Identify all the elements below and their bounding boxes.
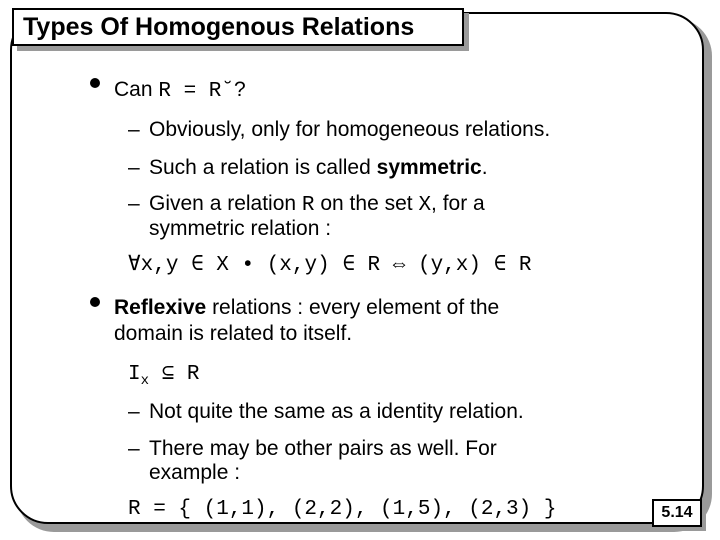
text: Such a relation is called [149, 156, 377, 179]
sub-point-given-relation-line2: symmetric relation : [149, 217, 332, 240]
sub-point-given-relation [149, 192, 485, 218]
reflexive-formula [128, 363, 199, 393]
text: . [481, 156, 488, 179]
sub-point-homogeneous: Obviously, only for homogeneous relations. [149, 118, 551, 141]
dash-marker: – [128, 118, 140, 141]
dash-marker: – [128, 192, 140, 215]
slide-title: Types Of Homogenous Relations [12, 8, 464, 46]
identity-symbol: I [128, 363, 141, 386]
text: on the set [314, 192, 419, 215]
term-reflexive: Reflexive [114, 296, 207, 319]
bullet-can-r-equals-converse [114, 78, 246, 104]
subset-expression: ⊆ R [149, 363, 200, 386]
var-r: R [301, 194, 315, 217]
sub-point-other-pairs-line2: example : [149, 461, 241, 484]
sub-point-other-pairs: There may be other pairs as well. For [149, 437, 497, 460]
bullet-reflexive [114, 296, 499, 320]
var-x: X [418, 194, 432, 217]
dash-marker: – [128, 400, 140, 423]
page-number: 5.14 [652, 499, 702, 527]
example-relation: R = { (1,1), (2,2), (1,5), (2,3) } [128, 498, 557, 521]
text: relations : every element of the [206, 296, 500, 319]
dash-marker: – [128, 437, 140, 460]
term-symmetric: symmetric [376, 156, 482, 179]
bullet-dot [90, 297, 100, 307]
sub-point-identity: Not quite the same as a identity relation. [149, 400, 524, 423]
bullet-text: Can [114, 78, 159, 101]
symmetric-formula: ∀x,y ∈ X • (x,y) ∈ R ⇔ (y,x) ∈ R [128, 254, 532, 277]
bullet-reflexive-line2: domain is related to itself. [114, 322, 353, 345]
text: Given a relation [149, 192, 302, 215]
dash-marker: – [128, 156, 140, 179]
text: , for a [431, 192, 485, 215]
converse-expression: R = R˘ [158, 80, 234, 103]
bullet-dot [90, 78, 100, 88]
sub-point-symmetric [149, 156, 488, 180]
bullet-text: ? [233, 78, 246, 101]
identity-subscript: x [140, 373, 150, 390]
